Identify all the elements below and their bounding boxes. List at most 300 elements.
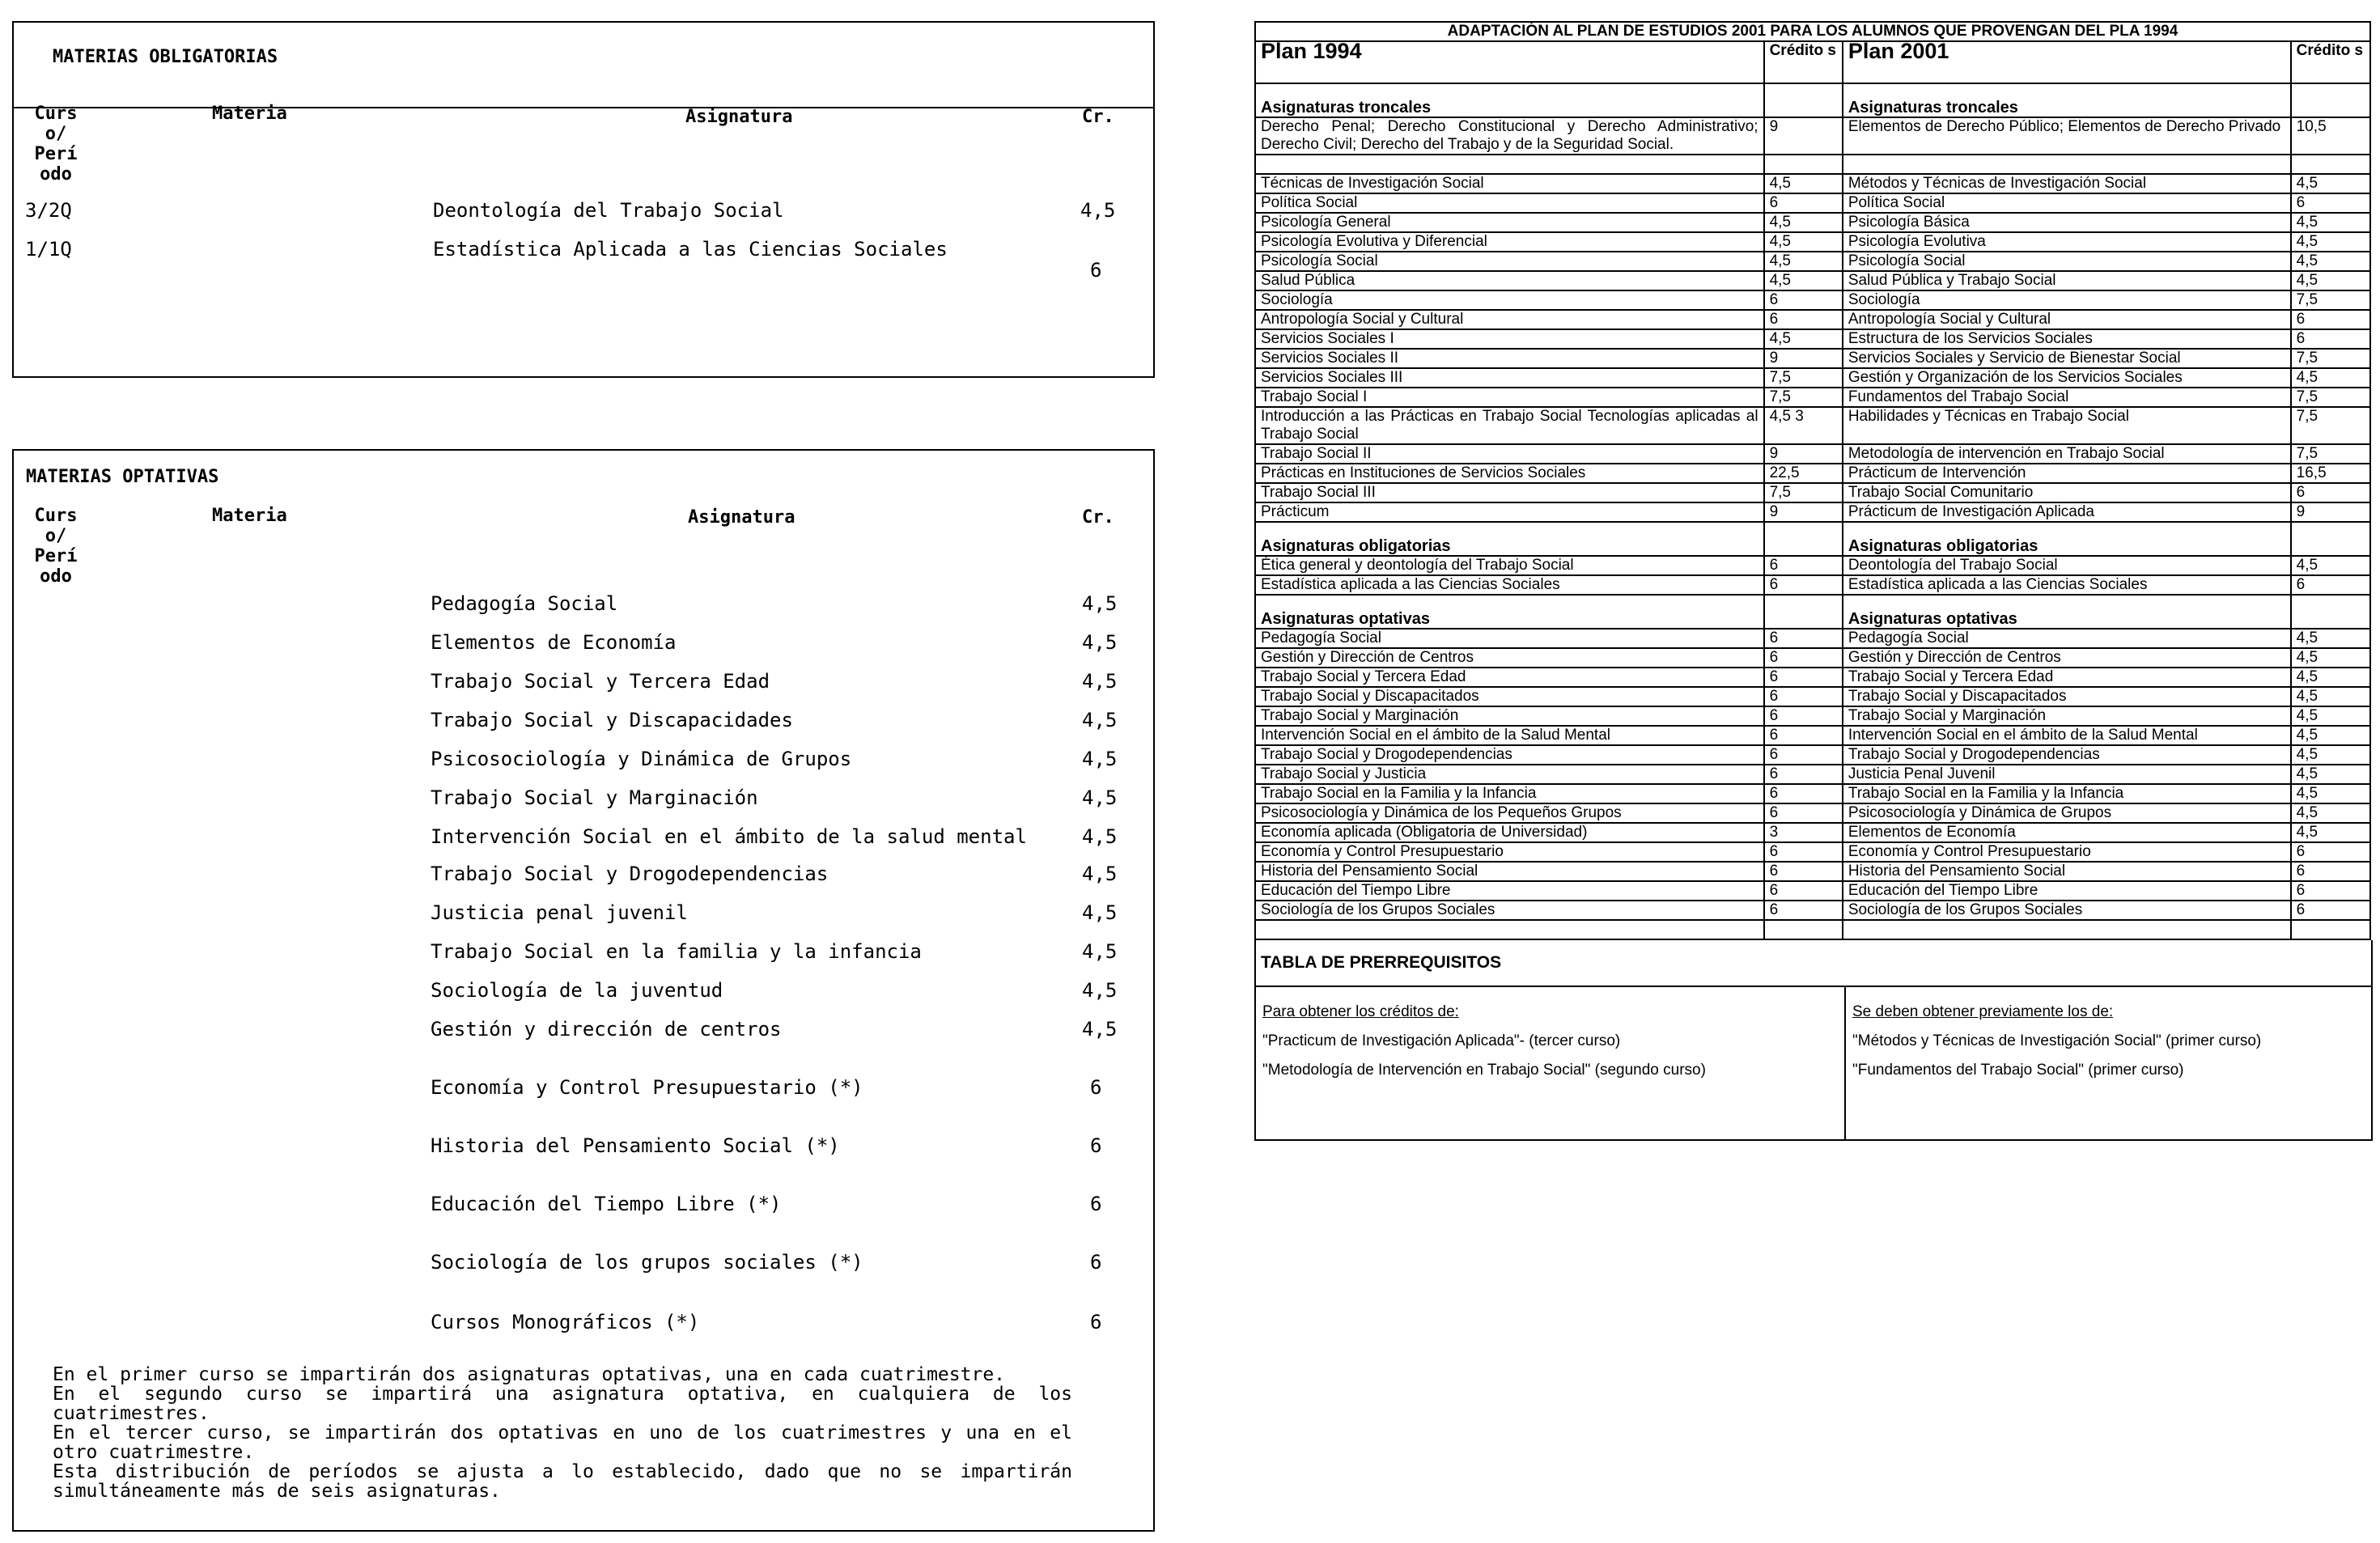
creditos-2001: 4,5: [2291, 784, 2370, 803]
section-title-1994: Asignaturas obligatorias: [1255, 522, 1764, 556]
creditos-2001: 6: [2291, 575, 2370, 595]
asignatura-1994: Trabajo Social y Tercera Edad: [1255, 668, 1764, 687]
table-row: [1255, 556, 2370, 575]
table-row: [14, 238, 1153, 282]
asignatura: Sociología de la juventud: [431, 979, 723, 1002]
creditos-1994: 9: [1764, 349, 1843, 368]
empty-cell: [1255, 920, 1764, 939]
table-row: [1255, 232, 2370, 252]
curso-header-line: odo: [40, 164, 72, 184]
asignatura-2001: Gestión y Dirección de Centros: [1843, 648, 2291, 668]
creditos-1994: 6: [1764, 629, 1843, 648]
creditos-1994: 6: [1764, 556, 1843, 575]
materias-optativas-box: [12, 449, 1155, 1532]
plan-1994-header: [1255, 41, 1764, 83]
asignatura-1994: Prácticum: [1255, 502, 1764, 522]
asignatura-1994: Servicios Sociales II: [1255, 349, 1764, 368]
section-header-row: [1255, 522, 2370, 556]
asignatura-1994: Política Social: [1255, 193, 1764, 213]
asignatura-1994: Trabajo Social y Drogodependencias: [1255, 745, 1764, 765]
creditos-2001: 4,5: [2291, 823, 2370, 842]
table-row: [1255, 444, 2370, 464]
asignatura-1994: Economía aplicada (Obligatoria de Universidad): [1255, 823, 1764, 842]
creditos-1994: 4,5: [1764, 174, 1843, 193]
creditos-1994: 9: [1764, 502, 1843, 522]
creditos: 4,5: [1082, 709, 1118, 731]
list-item: [14, 1251, 1153, 1278]
creditos-1994: 6: [1764, 290, 1843, 310]
list-item: [14, 631, 1153, 659]
list-item: [14, 709, 1153, 736]
list-item: [14, 1193, 1153, 1220]
asignatura-2001: Prácticum de Investigación Aplicada: [1843, 502, 2291, 522]
table-row: [14, 199, 1153, 231]
asignatura-1994: Gestión y Dirección de Centros: [1255, 648, 1764, 668]
table-row: [1255, 349, 2370, 368]
creditos-1994: 6: [1764, 193, 1843, 213]
asignatura: Deontología del Trabajo Social: [433, 199, 784, 222]
section-title-2001: Asignaturas troncales: [1843, 83, 2291, 117]
asignatura-2001: Política Social: [1843, 193, 2291, 213]
curso-header-line: o/: [45, 124, 67, 144]
creditos-2001: 6: [2291, 329, 2370, 349]
table-row: [1255, 901, 2370, 920]
footnote-line: En el segundo curso se impartirá una asignatura optativa, en cualquiera de los cuatrimestres.: [53, 1384, 1072, 1424]
asignatura: Trabajo Social y Tercera Edad: [431, 670, 770, 693]
optativas-curso-header: [23, 506, 88, 587]
asignatura-2001: Gestión y Organización de los Servicios Sociales: [1843, 368, 2291, 388]
table-row: [1255, 117, 2370, 155]
asignatura: Trabajo Social y Marginación: [431, 786, 758, 809]
table-row: [1255, 575, 2370, 595]
creditos-2001: 9: [2291, 502, 2370, 522]
asignatura-2001: Sociología: [1843, 290, 2291, 310]
prerrequisitos-right-head: Se deben obtener previamente los de:: [1852, 1003, 2114, 1020]
creditos-1994: 6: [1764, 745, 1843, 765]
creditos-2001: 4,5: [2291, 745, 2370, 765]
asignatura-1994: Servicios Sociales I: [1255, 329, 1764, 349]
asignatura-1994: Trabajo Social I: [1255, 388, 1764, 407]
asignatura: Pedagogía Social: [431, 592, 618, 615]
asignatura-2001: Intervención Social en el ámbito de la Salud Mental: [1843, 726, 2291, 745]
table-row: [1255, 271, 2370, 290]
creditos: 4,5: [1082, 670, 1118, 693]
table-row: [1255, 329, 2370, 349]
obligatorias-curso-header: [23, 104, 88, 184]
creditos-2001: 4,5: [2291, 232, 2370, 252]
creditos-2001: 4,5: [2291, 213, 2370, 232]
table-row: [1255, 745, 2370, 765]
table-row: [1255, 290, 2370, 310]
section-title-2001: Asignaturas optativas: [1843, 595, 2291, 629]
asignatura-2001: Trabajo Social y Discapacitados: [1843, 687, 2291, 706]
asignatura-2001: Fundamentos del Trabajo Social: [1843, 388, 2291, 407]
section-header-row: [1255, 83, 2370, 117]
creditos-1994: 6: [1764, 310, 1843, 329]
creditos-1994: 6: [1764, 803, 1843, 823]
asignatura-2001: Psicología Básica: [1843, 213, 2291, 232]
empty-cell: [1764, 920, 1843, 939]
asignatura-2001: Justicia Penal Juvenil: [1843, 765, 2291, 784]
footnote-line: En el tercer curso, se impartirán dos optativas en uno de los cuatrimestres y una en el otro cuatrimestre.: [53, 1422, 1072, 1463]
creditos: 6: [1090, 1076, 1102, 1099]
section-spacer: [1764, 595, 1843, 629]
creditos-2001: 7,5: [2291, 290, 2370, 310]
obligatorias-title: MATERIAS OBLIGATORIAS: [53, 47, 278, 67]
creditos-1994: 9: [1764, 117, 1843, 155]
creditos: 6: [1090, 1134, 1102, 1157]
table-row: [1255, 407, 2370, 444]
creditos-1994: 6: [1764, 706, 1843, 726]
asignatura: Estadística Aplicada a las Ciencias Sociales: [433, 238, 948, 261]
creditos-2001: 4,5: [2291, 668, 2370, 687]
creditos-1994: 4,5: [1764, 232, 1843, 252]
creditos-2001: 10,5: [2291, 117, 2370, 155]
asignatura-1994: Trabajo Social III: [1255, 483, 1764, 502]
asignatura: Psicosociología y Dinámica de Grupos: [431, 748, 852, 770]
asignatura-1994: Economía y Control Presupuestario: [1255, 842, 1764, 862]
creditos-1994: 4,5: [1764, 252, 1843, 271]
creditos-1994: 6: [1764, 687, 1843, 706]
creditos-1994: 7,5: [1764, 388, 1843, 407]
creditos-1994: 6: [1764, 648, 1843, 668]
curso-header-line: Perí: [34, 546, 78, 566]
plan-1994-label: Plan 1994: [1261, 39, 1362, 63]
list-item: [14, 1311, 1153, 1338]
creditos: 6: [1090, 259, 1102, 282]
asignatura-2001: Antropología Social y Cultural: [1843, 310, 2291, 329]
table-row: [1255, 842, 2370, 862]
creditos-1994: 7,5: [1764, 483, 1843, 502]
curso-header-line: Curs: [34, 104, 78, 124]
creditos: 6: [1090, 1193, 1102, 1215]
creditos-1994-header: Crédito s: [1764, 41, 1843, 83]
table-row: [1255, 388, 2370, 407]
creditos: 4,5: [1082, 901, 1118, 924]
creditos-2001: 4,5: [2291, 252, 2370, 271]
asignatura-2001: Deontología del Trabajo Social: [1843, 556, 2291, 575]
section-spacer: [1764, 522, 1843, 556]
creditos-2001: 6: [2291, 901, 2370, 920]
asignatura-1994: Historia del Pensamiento Social: [1255, 862, 1764, 881]
creditos-2001: 6: [2291, 881, 2370, 901]
creditos-2001: 16,5: [2291, 464, 2370, 483]
obligatorias-asignatura-header: Asignatura: [685, 107, 793, 127]
section-spacer: [2291, 522, 2370, 556]
creditos-2001: 4,5: [2291, 556, 2370, 575]
creditos-2001: 6: [2291, 862, 2370, 881]
table-row: [1255, 502, 2370, 522]
table-row: [1255, 765, 2370, 784]
creditos-2001: 4,5: [2291, 271, 2370, 290]
asignatura: Trabajo Social y Drogodependencias: [431, 863, 829, 885]
creditos: 4,5: [1082, 631, 1118, 654]
adaptacion-table: [1254, 21, 2371, 940]
creditos-2001: 4,5: [2291, 726, 2370, 745]
obligatorias-creditos-header: Cr.: [1082, 107, 1114, 127]
table-row: [1255, 881, 2370, 901]
asignatura: Justicia penal juvenil: [431, 901, 688, 924]
section-spacer: [2291, 83, 2370, 117]
asignatura-2001: Estructura de los Servicios Sociales: [1843, 329, 2291, 349]
asignatura-2001: Economía y Control Presupuestario: [1843, 842, 2291, 862]
creditos: 4,5: [1082, 592, 1118, 615]
asignatura-2001: Métodos y Técnicas de Investigación Social: [1843, 174, 2291, 193]
creditos-2001-header: Crédito s: [2291, 41, 2370, 83]
creditos-1994: 4,5: [1764, 329, 1843, 349]
creditos-1994: 6: [1764, 881, 1843, 901]
creditos-1994: 6: [1764, 784, 1843, 803]
creditos: 4,5: [1082, 748, 1118, 770]
section-spacer: [1764, 83, 1843, 117]
asignatura-2001: Psicología Social: [1843, 252, 2291, 271]
adaptacion-table-container: [1254, 21, 2371, 1178]
asignatura-1994: Sociología de los Grupos Sociales: [1255, 901, 1764, 920]
optativas-footnote: [53, 1365, 1072, 1501]
asignatura-1994: Psicología General: [1255, 213, 1764, 232]
creditos-1994: 9: [1764, 444, 1843, 464]
creditos-2001: 6: [2291, 193, 2370, 213]
curso-header-line: o/: [45, 526, 67, 546]
asignatura-2001: Elementos de Derecho Público; Elementos de Derecho Privado: [1843, 117, 2291, 155]
creditos: 4,5: [1082, 1018, 1118, 1041]
list-item: [14, 1018, 1153, 1045]
obligatorias-header-rule: [14, 107, 1153, 108]
curso-header-line: Curs: [34, 506, 78, 526]
creditos-1994: [1764, 155, 1843, 174]
prerrequisitos-right: [1845, 986, 2372, 1140]
table-row: [1255, 252, 2370, 271]
asignatura-1994: Trabajo Social y Justicia: [1255, 765, 1764, 784]
asignatura-1994: [1255, 155, 1764, 174]
list-item: [14, 748, 1153, 775]
asignatura: Economía y Control Presupuestario (*): [431, 1076, 863, 1099]
list-item: [14, 786, 1153, 814]
asignatura: Trabajo Social en la familia y la infancia: [431, 940, 922, 963]
table-row: [1255, 155, 2370, 174]
plan-2001-header: [1843, 41, 2291, 83]
table-row: [1255, 823, 2370, 842]
table-row: [1255, 213, 2370, 232]
creditos-2001: 4,5: [2291, 706, 2370, 726]
creditos-2001: 7,5: [2291, 444, 2370, 464]
creditos: 6: [1090, 1311, 1102, 1333]
asignatura-1994: Servicios Sociales III: [1255, 368, 1764, 388]
asignatura-2001: Historia del Pensamiento Social: [1843, 862, 2291, 881]
creditos: 4,5: [1080, 199, 1116, 222]
asignatura-2001: Sociología de los Grupos Sociales: [1843, 901, 2291, 920]
creditos-1994: 6: [1764, 765, 1843, 784]
prerrequisitos-right-item: "Fundamentos del Trabajo Social" (primer curso): [1852, 1062, 2184, 1079]
asignatura-1994: Sociología: [1255, 290, 1764, 310]
section-title-1994: Asignaturas troncales: [1255, 83, 1764, 117]
table-row: [1255, 726, 2370, 745]
creditos-2001: 6: [2291, 842, 2370, 862]
optativas-title: MATERIAS OPTATIVAS: [26, 467, 219, 487]
table-row: [1255, 368, 2370, 388]
creditos-2001: 7,5: [2291, 388, 2370, 407]
creditos-1994: 22,5: [1764, 464, 1843, 483]
asignatura-2001: Salud Pública y Trabajo Social: [1843, 271, 2291, 290]
optativas-materia-header: Materia: [212, 506, 287, 526]
asignatura: Educación del Tiempo Libre (*): [431, 1193, 782, 1215]
creditos-2001: 4,5: [2291, 629, 2370, 648]
asignatura-1994: Antropología Social y Cultural: [1255, 310, 1764, 329]
creditos-1994: 4,5: [1764, 213, 1843, 232]
creditos-2001: 7,5: [2291, 407, 2370, 444]
asignatura-2001: Pedagogía Social: [1843, 629, 2291, 648]
asignatura-2001: Trabajo Social Comunitario: [1843, 483, 2291, 502]
asignatura-1994: Derecho Penal; Derecho Constitucional y Derecho Administrativo; Derecho Civil; Derecho del Trabajo y de la Seguridad Social.: [1255, 117, 1764, 155]
materias-obligatorias-box: [12, 21, 1155, 378]
asignatura-1994: Trabajo Social II: [1255, 444, 1764, 464]
asignatura-1994: Intervención Social en el ámbito de la Salud Mental: [1255, 726, 1764, 745]
table-row: [1255, 862, 2370, 881]
asignatura-2001: Estadística aplicada a las Ciencias Sociales: [1843, 575, 2291, 595]
prerrequisitos-title: TABLA DE PRERREQUISITOS: [1255, 940, 2372, 986]
asignatura-1994: Introducción a las Prácticas en Trabajo Social Tecnologías aplicadas al Trabajo Social: [1255, 407, 1764, 444]
asignatura-2001: Trabajo Social en la Familia y la Infancia: [1843, 784, 2291, 803]
footnote-line: Esta distribución de períodos se ajusta a lo establecido, dado que no se impartirán simultáneamente más de seis asignaturas.: [53, 1461, 1072, 1502]
asignatura: Trabajo Social y Discapacidades: [431, 709, 793, 731]
asignatura-1994: Prácticas en Instituciones de Servicios Sociales: [1255, 464, 1764, 483]
asignatura-1994: Trabajo Social y Discapacitados: [1255, 687, 1764, 706]
table-row: [1255, 668, 2370, 687]
empty-cell: [2291, 920, 2370, 939]
creditos: 4,5: [1082, 940, 1118, 963]
curso-header-line: Perí: [34, 144, 78, 164]
asignatura: Gestión y dirección de centros: [431, 1018, 782, 1041]
asignatura: Elementos de Economía: [431, 631, 677, 654]
creditos: 4,5: [1082, 786, 1118, 809]
asignatura: Intervención Social en el ámbito de la salud mental: [431, 825, 1027, 848]
creditos-1994: 6: [1764, 901, 1843, 920]
section-spacer: [2291, 595, 2370, 629]
table-row: [1255, 629, 2370, 648]
creditos-2001: 6: [2291, 310, 2370, 329]
asignatura-1994: Psicología Evolutiva y Diferencial: [1255, 232, 1764, 252]
creditos-2001: [2291, 155, 2370, 174]
curso-periodo: 3/2Q: [25, 199, 72, 222]
curso-periodo: 1/1Q: [25, 238, 72, 261]
creditos-1994: 6: [1764, 668, 1843, 687]
prerrequisitos-left-item: "Practicum de Investigación Aplicada"- (tercer curso): [1262, 1032, 1621, 1049]
prerrequisitos-left-item: "Metodología de Intervención en Trabajo Social" (segundo curso): [1262, 1062, 1706, 1079]
list-item: [14, 863, 1153, 890]
optativas-asignatura-header: Asignatura: [688, 507, 795, 528]
asignatura-1994: Psicosociología y Dinámica de los Pequeños Grupos: [1255, 803, 1764, 823]
asignatura-2001: Psicosociología y Dinámica de Grupos: [1843, 803, 2291, 823]
table-row: [1255, 784, 2370, 803]
prerrequisitos-right-item: "Métodos y Técnicas de Investigación Social" (primer curso): [1852, 1032, 2262, 1049]
prerrequisitos-table: [1254, 940, 2373, 1141]
creditos: 6: [1090, 1251, 1102, 1274]
creditos-1994: 3: [1764, 823, 1843, 842]
creditos: 4,5: [1082, 863, 1118, 885]
asignatura-2001: Trabajo Social y Drogodependencias: [1843, 745, 2291, 765]
table-row: [1255, 648, 2370, 668]
list-item: [14, 901, 1153, 929]
asignatura-2001: Metodología de intervención en Trabajo Social: [1843, 444, 2291, 464]
asignatura-1994: Educación del Tiempo Libre: [1255, 881, 1764, 901]
asignatura-2001: Psicología Evolutiva: [1843, 232, 2291, 252]
footnote-line: En el primer curso se impartirán dos asignaturas optativas, una en cada cuatrimestre.: [53, 1364, 1006, 1385]
creditos-2001: 4,5: [2291, 174, 2370, 193]
asignatura: Sociología de los grupos sociales (*): [431, 1251, 863, 1274]
list-item: [14, 825, 1153, 853]
table-row: [1255, 310, 2370, 329]
creditos-1994: 6: [1764, 842, 1843, 862]
asignatura-2001: Trabajo Social y Tercera Edad: [1843, 668, 2291, 687]
creditos-1994: 6: [1764, 726, 1843, 745]
obligatorias-materia-header: Materia: [212, 104, 287, 124]
asignatura-2001: Elementos de Economía: [1843, 823, 2291, 842]
list-item: [14, 670, 1153, 697]
asignatura-1994: Psicología Social: [1255, 252, 1764, 271]
asignatura-2001: Habilidades y Técnicas en Trabajo Social: [1843, 407, 2291, 444]
asignatura: Historia del Pensamiento Social (*): [431, 1134, 840, 1157]
section-title-2001: Asignaturas obligatorias: [1843, 522, 2291, 556]
empty-cell: [1843, 920, 2291, 939]
list-item: [14, 979, 1153, 1007]
prerrequisitos-left-head: Para obtener los créditos de:: [1262, 1003, 1459, 1020]
plan-2001-label: Plan 2001: [1848, 39, 1949, 63]
asignatura: Cursos Monográficos (*): [431, 1311, 700, 1333]
asignatura-2001: Educación del Tiempo Libre: [1843, 881, 2291, 901]
creditos-1994: 4,5: [1764, 271, 1843, 290]
creditos: 4,5: [1082, 979, 1118, 1002]
creditos-2001: 6: [2291, 483, 2370, 502]
table-row: [1255, 483, 2370, 502]
table-row: [1255, 687, 2370, 706]
asignatura-1994: Estadística aplicada a las Ciencias Sociales: [1255, 575, 1764, 595]
section-header-row: [1255, 595, 2370, 629]
creditos-2001: 4,5: [2291, 803, 2370, 823]
asignatura-2001: [1843, 155, 2291, 174]
prerrequisitos-left: [1255, 986, 1845, 1140]
asignatura-2001: Trabajo Social y Marginación: [1843, 706, 2291, 726]
optativas-creditos-header: Cr.: [1082, 507, 1114, 528]
creditos-2001: 4,5: [2291, 687, 2370, 706]
creditos-2001: 4,5: [2291, 648, 2370, 668]
creditos-1994: 6: [1764, 575, 1843, 595]
list-item: [14, 940, 1153, 968]
asignatura-2001: Prácticum de Intervención: [1843, 464, 2291, 483]
creditos-2001: 4,5: [2291, 765, 2370, 784]
asignatura-2001: Servicios Sociales y Servicio de Bienestar Social: [1843, 349, 2291, 368]
list-item: [14, 592, 1153, 620]
asignatura-1994: Ética general y deontología del Trabajo Social: [1255, 556, 1764, 575]
curso-header-line: odo: [40, 566, 72, 587]
asignatura-1994: Técnicas de Investigación Social: [1255, 174, 1764, 193]
adaptacion-title: ADAPTACIÓN AL PLAN DE ESTUDIOS 2001 PARA LOS ALUMNOS QUE PROVENGAN DEL PLA 1994: [1255, 22, 2370, 41]
creditos-1994: 6: [1764, 862, 1843, 881]
creditos-1994: 7,5: [1764, 368, 1843, 388]
asignatura-1994: Pedagogía Social: [1255, 629, 1764, 648]
creditos: 4,5: [1082, 825, 1118, 848]
creditos-1994: 4,5 3: [1764, 407, 1843, 444]
table-row: [1255, 193, 2370, 213]
asignatura-1994: Salud Pública: [1255, 271, 1764, 290]
list-item: [14, 1134, 1153, 1162]
table-row: [1255, 464, 2370, 483]
table-row: [1255, 920, 2370, 939]
table-row: [1255, 174, 2370, 193]
section-title-1994: Asignaturas optativas: [1255, 595, 1764, 629]
asignatura-1994: Trabajo Social y Marginación: [1255, 706, 1764, 726]
asignatura-1994: Trabajo Social en la Familia y la Infancia: [1255, 784, 1764, 803]
list-item: [14, 1076, 1153, 1104]
